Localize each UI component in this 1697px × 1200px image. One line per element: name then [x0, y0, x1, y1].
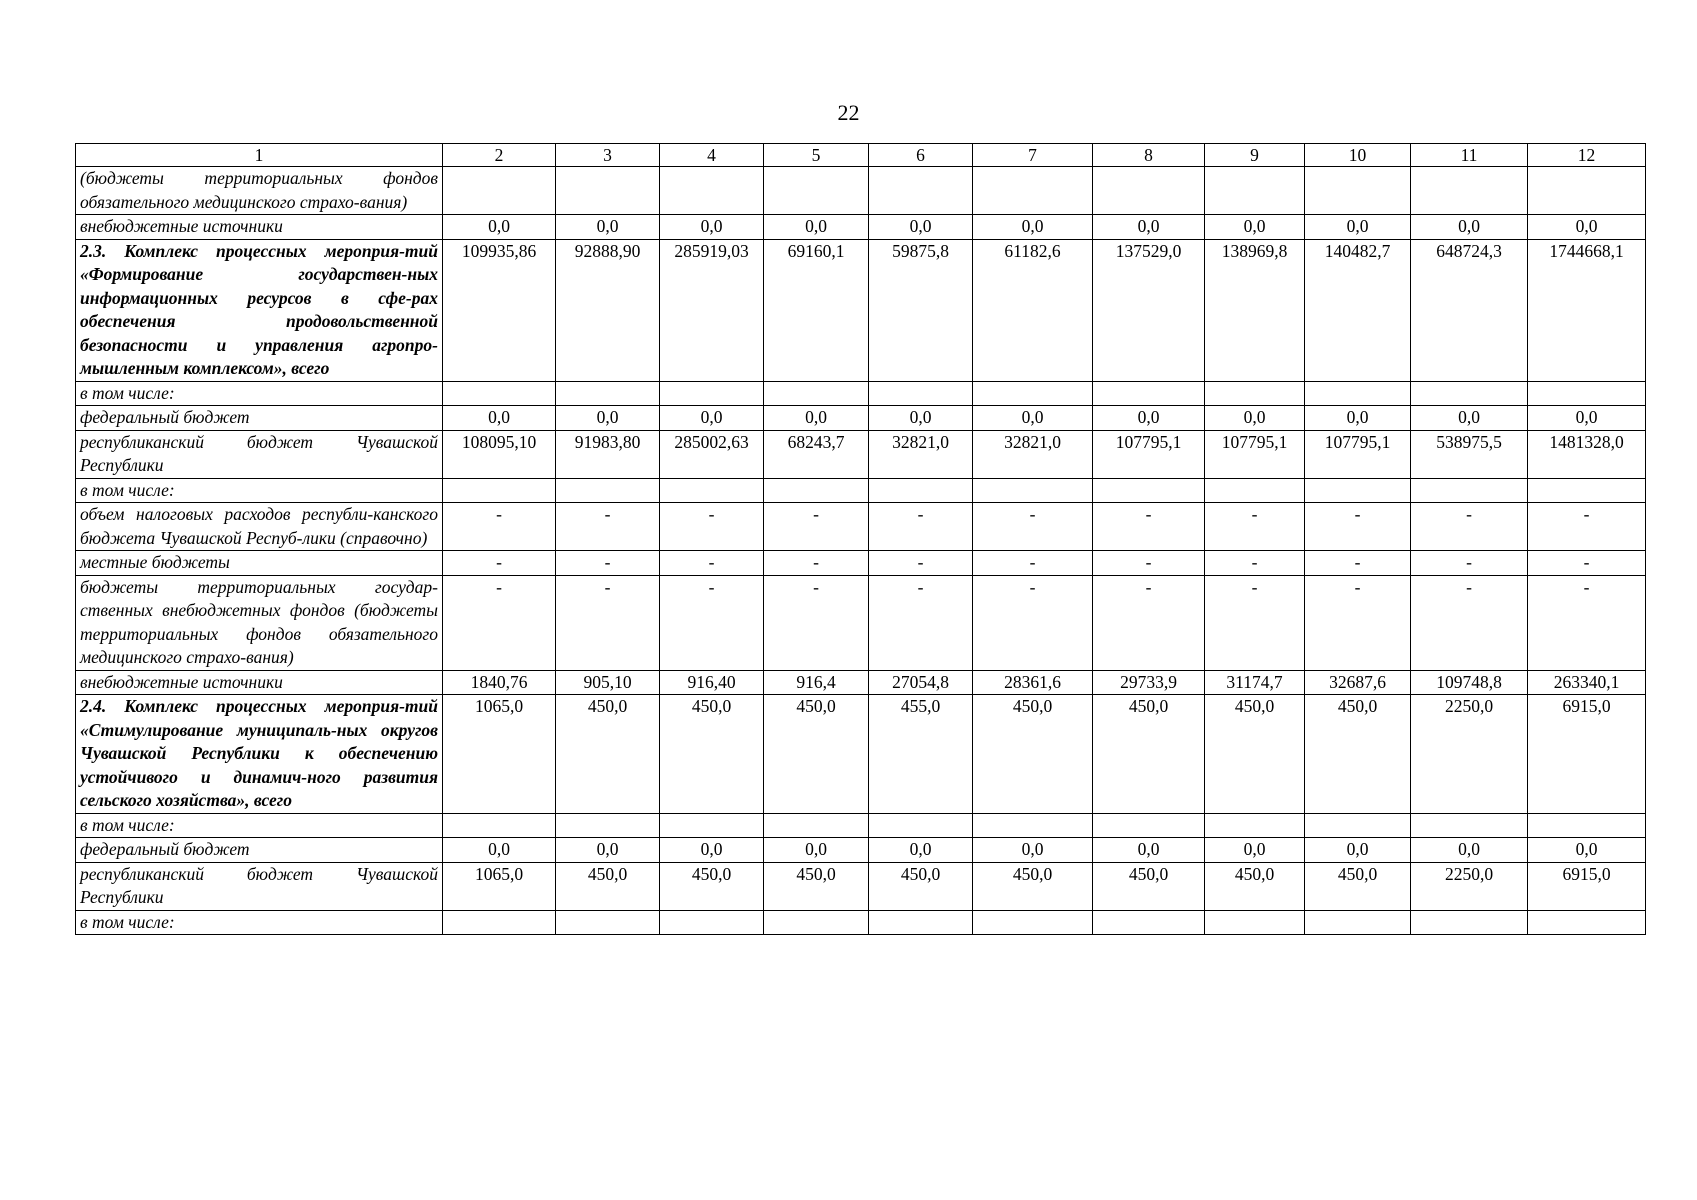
cell-value: 91983,80: [556, 430, 660, 478]
row-label: внебюджетные источники: [76, 670, 443, 695]
cell-value: 0,0: [869, 406, 973, 431]
cell-value: [764, 381, 869, 406]
cell-value: 29733,9: [1093, 670, 1205, 695]
cell-value: [1305, 813, 1411, 838]
cell-value: [764, 910, 869, 935]
table-row: [76, 430, 1646, 478]
cell-value: [764, 813, 869, 838]
row-label: в том числе:: [76, 910, 443, 935]
cell-value: 450,0: [764, 862, 869, 910]
table-body: [76, 167, 1646, 935]
cell-value: [1528, 813, 1646, 838]
cell-value: 450,0: [1305, 862, 1411, 910]
cell-value: 31174,7: [1205, 670, 1305, 695]
cell-value: -: [1305, 503, 1411, 551]
cell-value: -: [443, 551, 556, 576]
cell-value: 0,0: [1305, 215, 1411, 240]
cell-value: -: [869, 551, 973, 576]
cell-value: 0,0: [973, 838, 1093, 863]
cell-value: [1411, 478, 1528, 503]
cell-value: [1093, 813, 1205, 838]
cell-value: -: [1528, 503, 1646, 551]
cell-value: 285919,03: [660, 239, 764, 381]
cell-value: 450,0: [1205, 862, 1305, 910]
cell-value: -: [1205, 551, 1305, 576]
cell-value: -: [1528, 551, 1646, 576]
cell-value: 450,0: [556, 695, 660, 814]
cell-value: [1528, 910, 1646, 935]
column-header-11: 11: [1411, 144, 1528, 167]
table-row: [76, 478, 1646, 503]
table-row: [76, 239, 1646, 381]
cell-value: 285002,63: [660, 430, 764, 478]
cell-value: 0,0: [1528, 215, 1646, 240]
cell-value: [973, 910, 1093, 935]
cell-value: [443, 381, 556, 406]
cell-value: 0,0: [443, 406, 556, 431]
cell-value: 450,0: [1205, 695, 1305, 814]
cell-value: [1093, 910, 1205, 935]
cell-value: 0,0: [1093, 406, 1205, 431]
cell-value: -: [1205, 575, 1305, 670]
cell-value: 92888,90: [556, 239, 660, 381]
cell-value: [1093, 167, 1205, 215]
table-row: [76, 838, 1646, 863]
cell-value: 450,0: [556, 862, 660, 910]
cell-value: [1305, 910, 1411, 935]
row-label: местные бюджеты: [76, 551, 443, 576]
cell-value: 109935,86: [443, 239, 556, 381]
cell-value: 32821,0: [869, 430, 973, 478]
budget-table: [75, 143, 1646, 935]
cell-value: [556, 167, 660, 215]
cell-value: 450,0: [1093, 695, 1205, 814]
cell-value: -: [973, 551, 1093, 576]
cell-value: [1305, 167, 1411, 215]
cell-value: 450,0: [764, 695, 869, 814]
column-header-3: 3: [556, 144, 660, 167]
row-label: в том числе:: [76, 381, 443, 406]
row-label: объем налоговых расходов республи-канского бюджета Чувашской Респуб-лики (справочно): [76, 503, 443, 551]
cell-value: [1093, 381, 1205, 406]
cell-value: -: [1528, 575, 1646, 670]
cell-value: 32821,0: [973, 430, 1093, 478]
cell-value: 109748,8: [1411, 670, 1528, 695]
cell-value: [1528, 381, 1646, 406]
table-row: [76, 551, 1646, 576]
cell-value: 0,0: [973, 406, 1093, 431]
cell-value: 450,0: [869, 862, 973, 910]
cell-value: 32687,6: [1305, 670, 1411, 695]
cell-value: 0,0: [660, 406, 764, 431]
cell-value: [973, 381, 1093, 406]
cell-value: 69160,1: [764, 239, 869, 381]
cell-value: [973, 478, 1093, 503]
cell-value: [764, 167, 869, 215]
cell-value: 0,0: [764, 838, 869, 863]
row-label: внебюджетные источники: [76, 215, 443, 240]
cell-value: [1411, 813, 1528, 838]
cell-value: -: [764, 575, 869, 670]
cell-value: [973, 813, 1093, 838]
cell-value: 0,0: [556, 406, 660, 431]
cell-value: -: [1093, 551, 1205, 576]
cell-value: 0,0: [443, 215, 556, 240]
cell-value: -: [973, 503, 1093, 551]
cell-value: [1411, 381, 1528, 406]
cell-value: 1744668,1: [1528, 239, 1646, 381]
cell-value: 0,0: [1305, 838, 1411, 863]
cell-value: -: [1305, 551, 1411, 576]
cell-value: -: [1411, 551, 1528, 576]
row-label: республиканский бюджет Чувашской Республики: [76, 430, 443, 478]
cell-value: [1305, 478, 1411, 503]
cell-value: [1411, 910, 1528, 935]
cell-value: [443, 167, 556, 215]
table-row: [76, 862, 1646, 910]
cell-value: 28361,6: [973, 670, 1093, 695]
cell-value: 61182,6: [973, 239, 1093, 381]
cell-value: 450,0: [660, 862, 764, 910]
cell-value: [869, 381, 973, 406]
cell-value: 0,0: [1205, 215, 1305, 240]
cell-value: [1093, 478, 1205, 503]
cell-value: -: [764, 503, 869, 551]
cell-value: 450,0: [973, 862, 1093, 910]
table-row: [76, 575, 1646, 670]
cell-value: 263340,1: [1528, 670, 1646, 695]
cell-value: [1205, 381, 1305, 406]
cell-value: -: [556, 503, 660, 551]
table-row: [76, 695, 1646, 814]
table-row: [76, 910, 1646, 935]
cell-value: 455,0: [869, 695, 973, 814]
row-label: в том числе:: [76, 478, 443, 503]
cell-value: 905,10: [556, 670, 660, 695]
cell-value: [660, 478, 764, 503]
cell-value: 2250,0: [1411, 862, 1528, 910]
row-label: республиканский бюджет Чувашской Республики: [76, 862, 443, 910]
cell-value: [443, 910, 556, 935]
cell-value: 0,0: [556, 838, 660, 863]
cell-value: [556, 381, 660, 406]
column-header-4: 4: [660, 144, 764, 167]
cell-value: [1528, 478, 1646, 503]
cell-value: 0,0: [1411, 838, 1528, 863]
cell-value: 0,0: [1528, 838, 1646, 863]
cell-value: [869, 167, 973, 215]
cell-value: 450,0: [1093, 862, 1205, 910]
cell-value: 59875,8: [869, 239, 973, 381]
table-row: [76, 406, 1646, 431]
row-label: федеральный бюджет: [76, 406, 443, 431]
cell-value: [660, 381, 764, 406]
cell-value: -: [660, 503, 764, 551]
cell-value: -: [1205, 503, 1305, 551]
cell-value: [556, 813, 660, 838]
cell-value: [443, 813, 556, 838]
page-number: 22: [837, 100, 860, 125]
cell-value: 137529,0: [1093, 239, 1205, 381]
cell-value: [1411, 167, 1528, 215]
cell-value: 140482,7: [1305, 239, 1411, 381]
cell-value: 0,0: [660, 215, 764, 240]
cell-value: 0,0: [1205, 406, 1305, 431]
cell-value: [556, 910, 660, 935]
cell-value: 0,0: [1093, 838, 1205, 863]
row-label: бюджеты территориальных государ-ственных внебюджетных фондов (бюджеты территориальных фондов обязательного медицинского страхо-вания): [76, 575, 443, 670]
cell-value: [869, 910, 973, 935]
column-header-5: 5: [764, 144, 869, 167]
cell-value: 1840,76: [443, 670, 556, 695]
cell-value: 6915,0: [1528, 862, 1646, 910]
cell-value: [660, 167, 764, 215]
cell-value: -: [1411, 575, 1528, 670]
cell-value: 27054,8: [869, 670, 973, 695]
cell-value: 138969,8: [1205, 239, 1305, 381]
cell-value: [556, 478, 660, 503]
cell-value: 0,0: [1411, 215, 1528, 240]
table-row: [76, 503, 1646, 551]
cell-value: 0,0: [660, 838, 764, 863]
cell-value: [869, 478, 973, 503]
cell-value: 538975,5: [1411, 430, 1528, 478]
cell-value: -: [1411, 503, 1528, 551]
cell-value: 0,0: [764, 406, 869, 431]
cell-value: [1528, 167, 1646, 215]
cell-value: 0,0: [869, 215, 973, 240]
column-header-6: 6: [869, 144, 973, 167]
row-label: в том числе:: [76, 813, 443, 838]
cell-value: 0,0: [869, 838, 973, 863]
cell-value: 450,0: [973, 695, 1093, 814]
cell-value: 0,0: [1411, 406, 1528, 431]
cell-value: 1481328,0: [1528, 430, 1646, 478]
row-label: 2.4. Комплекс процессных мероприя-тий «Стимулирование муниципаль-ных округов Чувашской Республики к обеспечению устойчивого и динамич-ного развития сельского хозяйства», всего: [76, 695, 443, 814]
table-row: [76, 670, 1646, 695]
column-header-12: 12: [1528, 144, 1646, 167]
cell-value: 916,4: [764, 670, 869, 695]
column-header-10: 10: [1305, 144, 1411, 167]
column-header-8: 8: [1093, 144, 1205, 167]
cell-value: -: [869, 575, 973, 670]
cell-value: [1205, 910, 1305, 935]
cell-value: 107795,1: [1205, 430, 1305, 478]
cell-value: -: [869, 503, 973, 551]
cell-value: -: [556, 551, 660, 576]
cell-value: -: [1093, 575, 1205, 670]
cell-value: -: [1305, 575, 1411, 670]
cell-value: [973, 167, 1093, 215]
cell-value: [1205, 478, 1305, 503]
cell-value: -: [443, 575, 556, 670]
table-row: [76, 813, 1646, 838]
cell-value: 0,0: [1305, 406, 1411, 431]
cell-value: [764, 478, 869, 503]
cell-value: -: [973, 575, 1093, 670]
cell-value: -: [556, 575, 660, 670]
column-number-row: [76, 144, 1646, 167]
cell-value: [660, 813, 764, 838]
cell-value: 0,0: [973, 215, 1093, 240]
cell-value: -: [1093, 503, 1205, 551]
cell-value: 68243,7: [764, 430, 869, 478]
cell-value: -: [660, 575, 764, 670]
cell-value: 1065,0: [443, 695, 556, 814]
cell-value: [1205, 813, 1305, 838]
cell-value: 0,0: [556, 215, 660, 240]
cell-value: 0,0: [1205, 838, 1305, 863]
column-header-9: 9: [1205, 144, 1305, 167]
row-label: (бюджеты территориальных фондов обязательного медицинского страхо-вания): [76, 167, 443, 215]
cell-value: 107795,1: [1305, 430, 1411, 478]
cell-value: [869, 813, 973, 838]
cell-value: 107795,1: [1093, 430, 1205, 478]
column-header-1: 1: [76, 144, 443, 167]
column-header-7: 7: [973, 144, 1093, 167]
table-row: [76, 167, 1646, 215]
cell-value: 648724,3: [1411, 239, 1528, 381]
cell-value: -: [443, 503, 556, 551]
cell-value: [1305, 381, 1411, 406]
row-label: федеральный бюджет: [76, 838, 443, 863]
cell-value: 6915,0: [1528, 695, 1646, 814]
table-row: [76, 381, 1646, 406]
column-header-2: 2: [443, 144, 556, 167]
cell-value: 0,0: [443, 838, 556, 863]
cell-value: 450,0: [660, 695, 764, 814]
cell-value: 2250,0: [1411, 695, 1528, 814]
cell-value: 450,0: [1305, 695, 1411, 814]
cell-value: [660, 910, 764, 935]
cell-value: -: [764, 551, 869, 576]
cell-value: [443, 478, 556, 503]
cell-value: 0,0: [1528, 406, 1646, 431]
cell-value: 916,40: [660, 670, 764, 695]
cell-value: [1205, 167, 1305, 215]
cell-value: 0,0: [1093, 215, 1205, 240]
cell-value: 108095,10: [443, 430, 556, 478]
cell-value: 1065,0: [443, 862, 556, 910]
cell-value: -: [660, 551, 764, 576]
row-label: 2.3. Комплекс процессных мероприя-тий «Формирование государствен-ных информационных ресурсов в сфе-рах обеспечения продовольственной безопасности и управления агропро-мышленным комплексом», всего: [76, 239, 443, 381]
cell-value: 0,0: [764, 215, 869, 240]
table-row: [76, 215, 1646, 240]
